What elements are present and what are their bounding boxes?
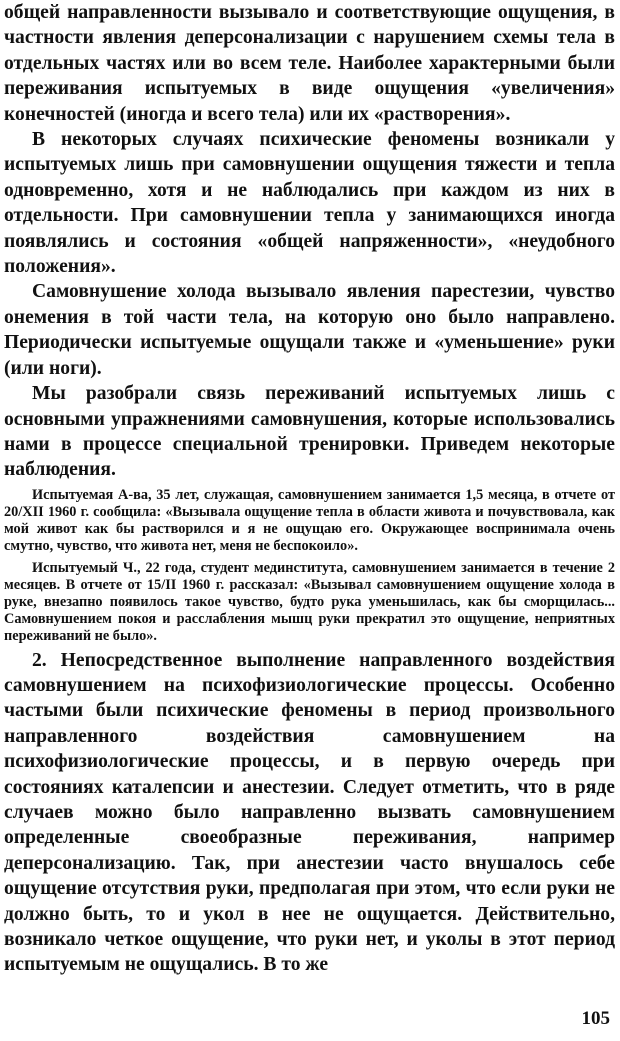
case-report-2: Испытуемый Ч., 22 года, студент мединститута, самовнушением занимается в течение 2 месяцев. В отчете от 15/II 1960 г. рассказал: «Вызывал самовнушением ощущение холода в руке, внезапно появилось такое чувство, будто рука уменьшилась, как бы сморщилась... Самовнушением покоя и расслабления мышц руки прекратил это ощущение, неприятных переживаний не было».: [4, 559, 615, 645]
book-page: [4, 0, 615, 978]
section-text: Особенно частыми были психические феномены в период произвольного направленного воздействия самовнушением на психофизиологические процессы, и в первую очередь при состояниях каталепсии и анестезии. Следует отметить, что в ряде случаев можно было направленно вызвать самовнушением определенные своеобразные переживания, например деперсонализацию. Так, при анестезии часто внушалось себе ощущение отсутствия руки, предполагая при этом, что если руки не должно быть, то и укол в нее не ощущается. Действительно, возникало четкое ощущение, что руки нет, и уколы в этот период испытуемым не ощущались. В то же: [4, 674, 616, 976]
paragraph-2: В некоторых случаях психические феномены возникали у испытуемых лишь при самовнушении ощущения тяжести и тепла одновременно, хотя и не наблюдались при каждом из них в отдельности. При самовнушении тепла у занимающихся иногда появлялись и состояния «общей напряженности», «неудобного положения».: [4, 129, 615, 278]
section-heading: 2. Непосредственное выполнение направленного воздействия самовнушением на психофизиологические процессы.: [4, 649, 615, 696]
paragraph-1: общей направленности вызывало и соответствующие ощущения, в частности явления деперсонализации с нарушением схемы тела в отдельных частях или во всем теле. Наиболее характерными были переживания испытуемых в виде ощущения «увеличения» конечностей (иногда и всего тела) или их «растворения».: [4, 2, 615, 125]
paragraph-4: Мы разобрали связь переживаний испытуемых лишь с основными упражнениями самовнушения, которые использовались нами в процессе специальной тренировки. Приведем некоторые наблюдения.: [4, 383, 615, 481]
page-number: 105: [581, 1008, 610, 1029]
section-paragraph: [4, 648, 615, 978]
case-report-1: Испытуемая А-ва, 35 лет, служащая, самовнушением занимается 1,5 месяца, в отчете от 20/XII 1960 г. сообщила: «Вызывала ощущение тепла в области живота и почувствовала, как мой живот как бы растворился и я не ощущаю его. Окружающее воспринимала очень смутно, чувство, что живота нет, меня не беспокоило».: [4, 486, 615, 555]
paragraph-3: Самовнушение холода вызывало явления парестезии, чувство онемения в той части тела, на которую оно было направлено. Периодически испытуемые ощущали также и «уменьшение» руки (или ноги).: [4, 281, 615, 379]
